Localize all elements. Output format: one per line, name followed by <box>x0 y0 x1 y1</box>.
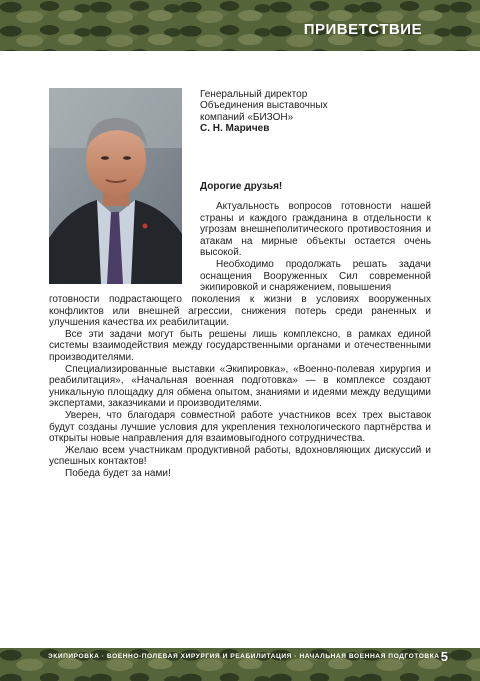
paragraph: Актуальность вопросов готовности нашей страны и каждого гражданина в отдельности к угрозам внешнеполитического противостояния и атакам на мирные объекты остается очень высокой. <box>200 201 431 259</box>
paragraph: Специализированные выставки «Экипировка», «Военно-полевая хирургия и реабилитация», «Начальная военная подготовка» — в комплексе создают уникальную площадку для обмена опытом, знаниями и идеями между ведущими экспертами, заказчиками и производителями. <box>49 363 431 410</box>
page-number: 5 <box>440 649 448 664</box>
position-line: Генеральный директор <box>200 89 308 100</box>
section-title: ПРИВЕТСТВИЕ <box>303 21 422 38</box>
signature-block <box>200 89 430 134</box>
position-line: Объединения выставочных <box>200 100 328 112</box>
letter-body-wide <box>49 294 431 480</box>
paragraph: Необходимо продолжать решать задачи оснащения Вооруженных Сил современной экипировкой и снаряжением, повышения <box>200 258 431 294</box>
paragraph: Желаю всем участникам продуктивной работы, вдохновляющих дискуссий и успешных контактов! <box>49 444 431 468</box>
footer-exhibitions-text: ЭКИПИРОВКА · ВОЕННО-ПОЛЕВАЯ ХИРУРГИЯ И РЕАБИЛИТАЦИЯ · НАЧАЛЬНАЯ ВОЕННАЯ ПОДГОТОВКА <box>48 653 440 660</box>
greeting: Дорогие друзья! <box>200 181 283 192</box>
paragraph: Победа будет за нами! <box>65 467 171 479</box>
director-name: С. Н. Маричев <box>200 122 270 134</box>
paragraph-continuation: готовности подрастающего поколения к жизни в условиях вооруженных конфликтов или внешней агрессии, снижения потерь среди раненных и улучшения качества их реабилитации. <box>49 294 431 329</box>
director-portrait-photo <box>49 88 182 284</box>
position-line: компаний «БИЗОН» <box>200 111 294 123</box>
paragraph: Уверен, что благодаря совместной работе участников всех трех выставок будут созданы лучшие условия для укрепления технологического партнёрства и открыты новые направления для взаимовыгодного сотрудничества. <box>49 409 431 445</box>
paragraph: Все эти задачи могут быть решены лишь комплексно, в рамках единой системы взаимодействия между государственными органами и отечественными производителями. <box>49 328 431 363</box>
letter-body-narrow <box>200 201 431 294</box>
